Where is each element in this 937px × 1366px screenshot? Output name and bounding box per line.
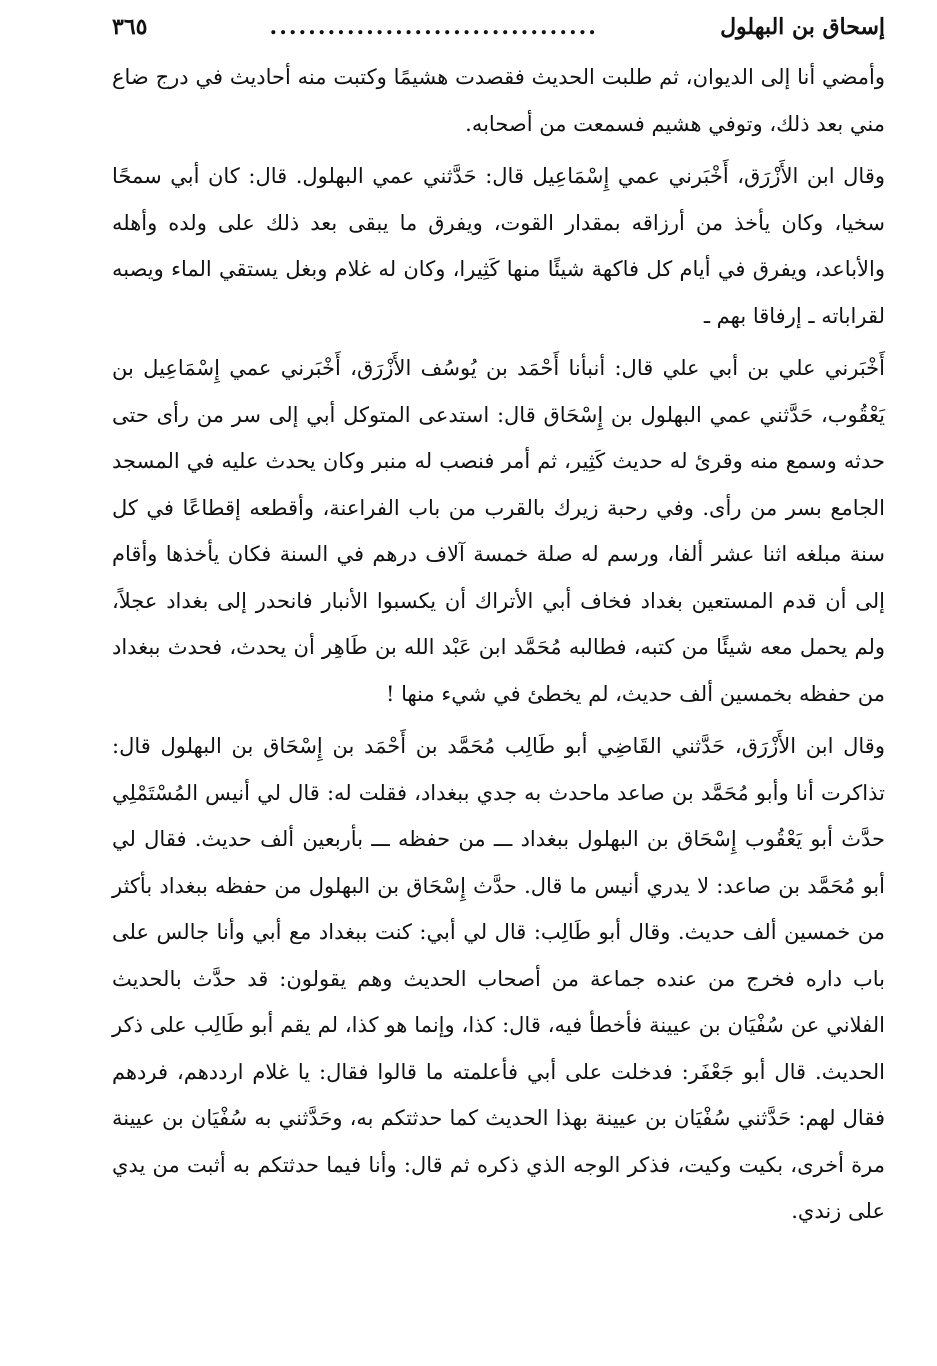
running-header bbox=[112, 14, 885, 54]
paragraph-1: وأمضي أنا إلى الديوان، ثم طلبت الحديث فقصدت هشيمًا وكتبت منه أحاديث في درج ضاع مني بعد ذلك، وتوفي هشيم فسمعت من أصحابه. bbox=[112, 65, 885, 136]
body-text bbox=[112, 54, 885, 1235]
paragraph-2: وقال ابن الأَزْرَق، أَخْبَرني عمي إِسْمَاعِيل قال: حَدَّثني عمي البهلول. قال: كان أبي سمحًا سخيا، وكان يأخذ من أرزاقه بمقدار القوت، ويفرق ما يبقى بعد ذلك على ولده وأهله والأباعد، ويفرق في أيام كل فاكهة شيئًا منها كَثِيرا، وكان له غلام وبغل يستقي الماء ويصبه لقراباته ـ إرفاقا بهم ـ bbox=[112, 164, 886, 328]
paragraph-3: أَخْبَرني علي بن أبي علي قال: أنبأنا أَحْمَد بن يُوسُف الأَزْرَق، أَخْبَرني عمي إِسْمَاعِيل بن يَعْقُوب، حَدَّثني عمي البهلول بن إِسْحَاق قال: استدعى المتوكل أبي إلى سر من رأى حتى حدثه وسمع منه وقرئ له حديث كَثِير، ثم أمر فنصب له منبر وكان يحدث عليه في المسجد الجامع بسر من رأى. وفي رحبة زيرك بالقرب من باب الفراعنة، وأقطعه إقطاعًا في كل سنة مبلغه اثنا عشر ألفا، ورسم له صلة خمسة آلاف درهم في السنة فكان يأخذها وأقام إلى أن قدم المستعين بغداد فخاف أبي الأتراك أن يكسبوا الأنبار فانحدر إلى بغداد عجلاً، ولم يحمل معه شيئًا من كتبه، فطالبه مُحَمَّد ابن عَبْد الله بن طَاهِر أن يحدث، فحدث ببغداد من حفظه بخمسين ألف حديث، لم يخطئ في شيء منها ! bbox=[112, 356, 885, 706]
book-page bbox=[112, 14, 885, 1346]
header-dot-leader: .................................. bbox=[269, 14, 598, 40]
page-number: ٣٦٥ bbox=[112, 14, 148, 40]
header-title: إسحاق بن البهلول bbox=[720, 14, 885, 40]
paragraph-4: وقال ابن الأَزْرَق، حَدَّثني القَاضِي أبو طَالِب مُحَمَّد بن أَحْمَد بن إِسْحَاق بن البهلول قال: تذاكرت أنا وأبو مُحَمَّد بن صاعد ماحدث به جدي ببغداد، فقلت له: قال لي أنيس المُسْتَمْلِي حدَّث أبو يَعْقُوب إِسْحَاق بن البهلول ببغداد ـــ من حفظه ـــ بأربعين ألف حديث. فقال لي أبو مُحَمَّد بن صاعد: لا يدري أنيس ما قال. حدَّث إِسْحَاق بن البهلول من حفظه ببغداد بأكثر من خمسين ألف حديث. وقال أبو طَالِب: قال لي أبي: كنت ببغداد مع أبي وأنا جالس على باب داره فخرج من عنده جماعة من أصحاب الحديث وهم يقولون: قد حدَّث بالحديث الفلاني عن سُفْيَان بن عيينة فأخطأ فيه، قال: كذا، وإنما هو كذا، لم يقم أبو طَالِب على ذكر الحديث. قال أبو جَعْفَر: فدخلت على أبي فأعلمته ما قالوا فقال: يا غلام اردد‌هم، فردهم فقال لهم: حَدَّثني سُفْيَان بن عيينة بهذا الحديث كما حدثتكم به، وحَدَّثني به سُفْيَان بن عيينة مرة أخرى، بكيت وكيت، فذكر الوجه الذي ذكره ثم قال: وأنا فيما حدثتكم به أثبت من يدي على زندي. bbox=[112, 734, 885, 1223]
